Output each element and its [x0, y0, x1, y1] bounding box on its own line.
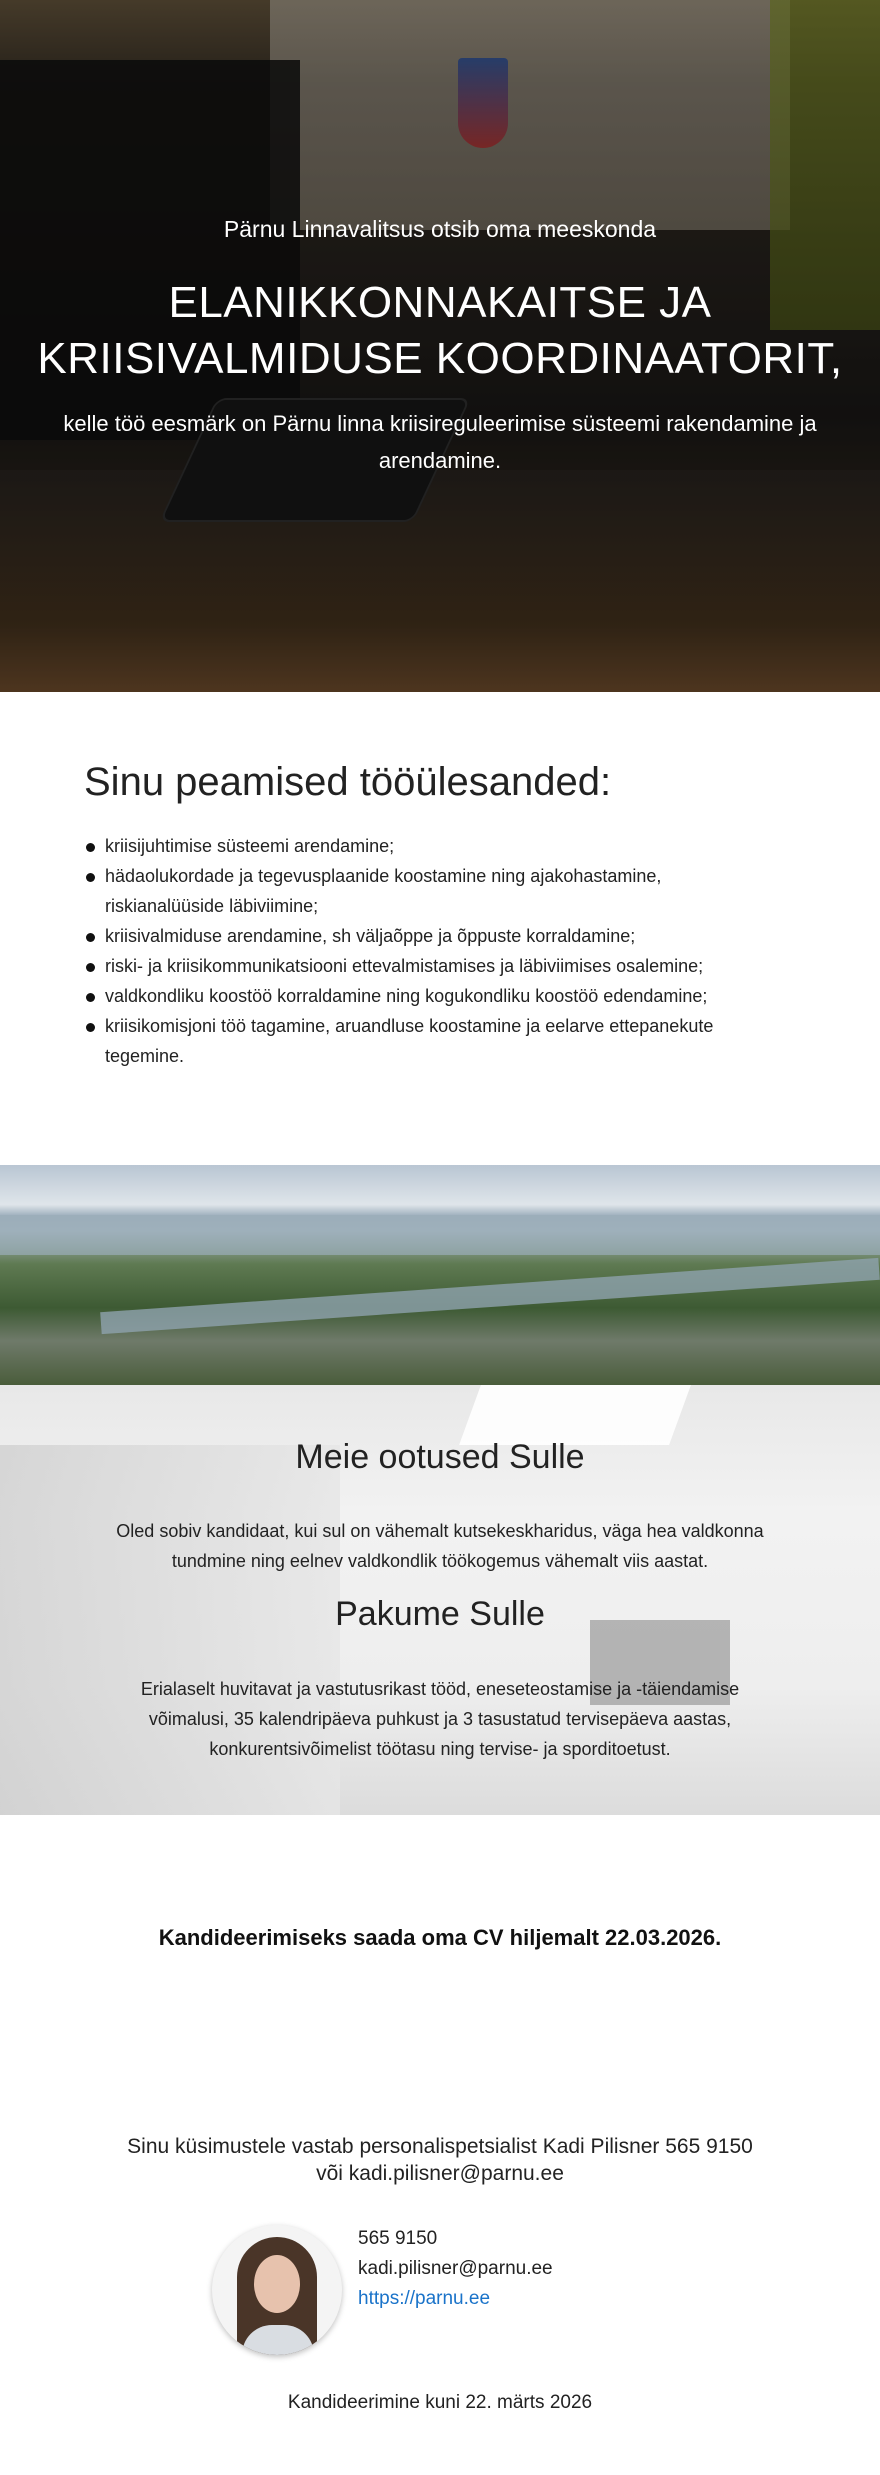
avatar-face — [254, 2255, 300, 2313]
expectations-heading: Meie ootused Sulle — [295, 1438, 585, 1476]
list-item-text: valdkondliku koostöö korraldamine ning kogukondliku koostöö edendamine; — [105, 986, 708, 1006]
offer-text: Erialaselt huvitavat ja vastutusrikast tööd, eneseteostamise ja -täiendamise võimalusi, 35 kalendripäeva puhkust ja 3 tasustatud tervisepäeva aastas, konkurentsivõimelist töötasu ning tervise- ja sporditoetust. — [140, 1679, 740, 1759]
contact-phone: 565 9150 — [358, 2228, 438, 2249]
job-title-line2: KRIISIVALMIDUSE KOORDINAATORIT, — [37, 334, 843, 383]
list-item — [84, 951, 784, 981]
list-item-text: riski- ja kriisikommunikatsiooni ettevalmistamises ja läbiviimises osalemine; — [105, 956, 704, 976]
application-deadline: Kandideerimine kuni 22. märts 2026 — [287, 2392, 593, 2413]
job-title-line1: ELANIKKONNAKAITSE JA — [168, 278, 712, 327]
hero-description: kelle töö eesmärk on Pärnu linna kriisireguleerimise süsteemi rakendamine ja arendamine. — [63, 411, 817, 473]
list-item-text: kriisikomisjoni töö tagamine, aruandluse koostamine ja eelarve ettepanekute tegemine. — [105, 1016, 714, 1066]
tasks-heading: Sinu peamised tööülesanded: — [84, 760, 612, 804]
job-title — [0, 275, 880, 387]
bullet-icon — [86, 963, 95, 972]
city-panorama-image — [0, 1165, 880, 1385]
apply-instruction: Kandideerimiseks saada oma CV hiljemalt 22.03.2026. — [158, 1925, 722, 1950]
website-link[interactable]: https://parnu.ee — [358, 2288, 491, 2309]
list-item — [84, 831, 784, 861]
list-item — [84, 861, 784, 921]
bullet-icon — [86, 843, 95, 852]
contact-intro-line1: Sinu küsimustele vastab personalispetsialist Kadi Pilisner 565 9150 — [127, 2135, 753, 2158]
bullet-icon — [86, 873, 95, 882]
panorama-sea — [0, 1215, 880, 1255]
hero-banner — [0, 0, 880, 692]
contact-details — [358, 2224, 553, 2314]
list-item-text: kriisijuhtimise süsteemi arendamine; — [105, 836, 395, 856]
expectations-offer-section — [0, 1385, 880, 1815]
contact-email: kadi.pilisner@parnu.ee — [358, 2258, 553, 2279]
bullet-icon — [86, 993, 95, 1002]
list-item — [84, 921, 784, 951]
offer-heading: Pakume Sulle — [335, 1595, 545, 1633]
hero-subtitle: Pärnu Linnavalitsus otsib oma meeskonda — [223, 216, 657, 242]
contact-intro-line2: või kadi.pilisner@parnu.ee — [316, 2162, 564, 2185]
list-item — [84, 1011, 784, 1071]
expectations-text: Oled sobiv kandidaat, kui sul on vähemalt kutsekeskharidus, väga hea valdkonna tundmine ning eelnev valdkondlik töökogemus vähemalt viis aastat. — [116, 1521, 764, 1571]
office-ceiling-light — [459, 1385, 691, 1445]
tasks-list — [84, 831, 784, 1071]
avatar — [212, 2225, 342, 2355]
tasks-section — [84, 760, 784, 1071]
list-item-text: hädaolukordade ja tegevusplaanide koostamine ning ajakohastamine, riskianalüüside läbiviimine; — [105, 866, 662, 916]
bullet-icon — [86, 933, 95, 942]
list-item — [84, 981, 784, 1011]
panorama-river — [100, 1258, 880, 1334]
list-item-text: kriisivalmiduse arendamine, sh väljaõppe ja õppuste korraldamine; — [105, 926, 636, 946]
bullet-icon — [86, 1023, 95, 1032]
contact-intro — [0, 2133, 880, 2187]
